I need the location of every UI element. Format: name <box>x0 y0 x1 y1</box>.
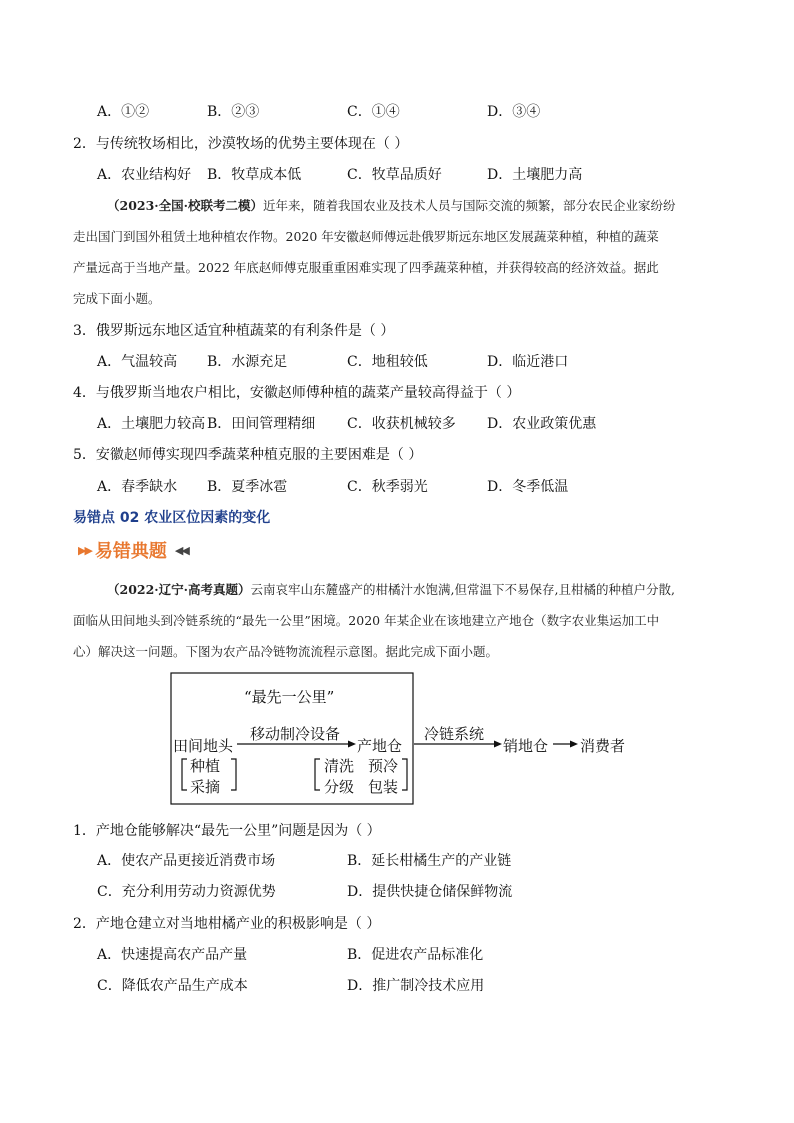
option-d: D．冬季低温 <box>487 479 569 495</box>
option-a: A．春季缺水 <box>97 479 178 495</box>
option-c: C．秋季弱光 <box>347 479 428 495</box>
passage <box>73 574 725 667</box>
option-d: D．临近港口 <box>487 354 569 370</box>
bracket-right <box>402 759 407 790</box>
diagram-lines <box>170 672 640 807</box>
question-stem: 3．俄罗斯远东地区适宜种植蔬菜的有利条件是（ ） <box>73 323 395 339</box>
question-stem: 2．与传统牧场相比，沙漠牧场的优势主要体现在（ ） <box>73 136 409 152</box>
double-arrow-left-icon: ◀◀ <box>174 543 188 557</box>
option-c: C．充分利用劳动力资源优势 <box>97 884 276 900</box>
banner-label: 易错典题 <box>94 541 167 562</box>
arrow-head <box>348 741 356 748</box>
option-a: A．土壤肥力较高 <box>97 416 206 432</box>
option-b: B．②③ <box>207 104 260 120</box>
option-d: D．③④ <box>487 104 541 120</box>
question-stem: 1．产地仓能够解决“最先一公里”问题是因为（ ） <box>73 823 381 839</box>
passage-source: （2023·全国·校联考二模） <box>107 198 263 213</box>
option-b: B．田间管理精细 <box>207 416 316 432</box>
arrow-label: 移动制冷设备 <box>250 725 341 743</box>
passage-line: 心）解决这一问题。下图为农产品冷链物流流程示意图。据此完成下面小题。 <box>73 644 499 659</box>
option-a: A．快速提高农产品产量 <box>97 947 248 963</box>
passage <box>73 190 725 314</box>
option-a: A．气温较高 <box>97 354 178 370</box>
banner <box>78 537 188 563</box>
option-b: B．牧草成本低 <box>207 167 302 183</box>
option-d: D．提供快捷仓储保鲜物流 <box>347 884 513 900</box>
passage-line: 近年来，随着我国农业及技术人员与国际交流的频繁，部分农民企业家纷纷 <box>263 198 676 213</box>
passage-line: 产量远高于当地产量。2022 年底赵师傅克服重重困难实现了四季蔬菜种植，并获得较高的经济效益。据此 <box>73 260 659 275</box>
field-label: 田间地头 <box>173 737 234 755</box>
passage-line: 走出国门到国外租赁土地种植农作物。2020 年安徽赵师傅远赴俄罗斯远东地区发展蔬菜种植，种植的蔬菜 <box>73 229 659 244</box>
passage-line: 云南哀牢山东麓盛产的柑橘汁水饱满,但常温下不易保存,且柑橘的种植户分散, <box>250 582 675 597</box>
cold-chain-diagram <box>170 672 640 807</box>
section-heading: 易错点 02 农业区位因素的变化 <box>73 510 271 526</box>
option-b: B．夏季冰雹 <box>207 479 288 495</box>
consumer-label: 消费者 <box>580 737 626 755</box>
warehouse-step: 分级 <box>324 778 355 796</box>
warehouse-step: 包装 <box>368 778 399 796</box>
field-step: 种植 <box>190 757 221 775</box>
sales-warehouse-label: 销地仓 <box>503 737 549 755</box>
option-b: B．促进农产品标准化 <box>347 947 484 963</box>
option-b: B．水源充足 <box>207 354 288 370</box>
option-c: C．地租较低 <box>347 354 428 370</box>
double-arrow-right-icon: ▶▶ <box>78 543 91 557</box>
question-stem: 5．安徽赵师傅实现四季蔬菜种植克服的主要困难是（ ） <box>73 447 423 463</box>
warehouse-step: 预冷 <box>368 757 399 775</box>
option-a: A．使农产品更接近消费市场 <box>97 853 276 869</box>
arrow-head <box>570 741 578 748</box>
passage-line: 面临从田间地头到冷链系统的“最先一公里”困境。2020 年某企业在该地建立产地仓（数字农业集运加工中 <box>73 613 660 628</box>
bracket-left <box>315 759 320 790</box>
passage-source: （2022·辽宁·高考真题） <box>107 582 251 597</box>
bracket-left <box>182 759 187 790</box>
question-stem: 2．产地仓建立对当地柑橘产业的积极影响是（ ） <box>73 916 381 932</box>
arrow-label: 冷链系统 <box>424 725 485 743</box>
question-stem: 4．与俄罗斯当地农户相比，安徽赵师傅种植的蔬菜产量较高得益于（ ） <box>73 385 521 401</box>
passage-line: 完成下面小题。 <box>73 291 161 306</box>
option-c: C．牧草品质好 <box>347 167 442 183</box>
arrow-head <box>494 741 502 748</box>
option-c: C．收获机械较多 <box>347 416 456 432</box>
box-title: “最先一公里” <box>244 688 335 706</box>
option-b: B．延长柑橘生产的产业链 <box>347 853 512 869</box>
option-d: D．农业政策优惠 <box>487 416 597 432</box>
field-step: 采摘 <box>190 778 221 796</box>
option-d: D．土壤肥力高 <box>487 167 583 183</box>
option-c: C．①④ <box>347 104 400 120</box>
bracket-right <box>231 759 236 790</box>
option-a: A．①② <box>97 104 150 120</box>
option-d: D．推广制冷技术应用 <box>347 978 485 994</box>
option-c: C．降低农产品生产成本 <box>97 978 248 994</box>
origin-warehouse-label: 产地仓 <box>357 737 403 755</box>
option-a: A．农业结构好 <box>97 167 192 183</box>
warehouse-step: 清洗 <box>324 757 355 775</box>
